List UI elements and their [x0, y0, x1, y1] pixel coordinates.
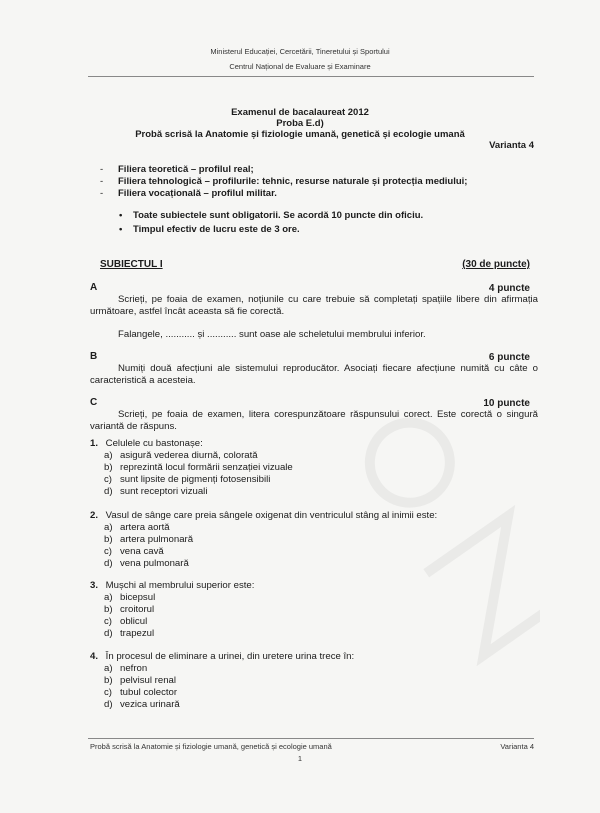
question [90, 438, 203, 449]
answer-option [104, 522, 170, 533]
filiera-text: Filiera teoretică – profilul real; [118, 164, 254, 175]
answer-option [104, 474, 270, 485]
section-c-letter: C [90, 397, 98, 408]
answer-option [104, 675, 176, 686]
filiera-item [100, 164, 254, 175]
section-a-letter: A [90, 282, 98, 293]
option-letter: d) [104, 486, 113, 497]
option-text: asigură vederea diurnă, colorată [120, 450, 258, 461]
answer-option [104, 687, 177, 698]
footer-divider [88, 738, 534, 739]
answer-option [104, 546, 164, 557]
subject-title: SUBIECTUL I [100, 259, 163, 270]
section-a-statement: Falangele, ........... și ........... sunt oase ale scheletului membrului inferior. [118, 329, 426, 340]
rule-item [119, 210, 424, 221]
answer-option [104, 628, 154, 639]
option-text: vezica urinară [120, 699, 180, 710]
section-a-points: 4 puncte [488, 283, 530, 294]
option-text: pelvisul renal [120, 675, 176, 686]
answer-option [104, 462, 293, 473]
page-number: 1 [297, 754, 303, 763]
subject-points: (30 de puncte) [462, 259, 530, 270]
filiera-text: Filiera vocațională – profilul militar. [118, 188, 277, 199]
option-letter: a) [104, 663, 113, 674]
variant-label: Varianta 4 [489, 140, 534, 151]
option-text: tubul colector [120, 687, 178, 698]
option-letter: b) [104, 604, 113, 615]
question [90, 651, 354, 662]
answer-option [104, 592, 155, 603]
center-header: Centrul Național de Evaluare și Examinare [229, 62, 371, 71]
answer-option [104, 450, 258, 461]
option-text: artera pulmonară [120, 534, 194, 545]
exam-proba: Proba E.d) [276, 118, 324, 129]
question-text: Mușchi al membrului superior este: [105, 580, 255, 591]
question-number: 4. [90, 651, 99, 662]
exam-title: Examenul de bacalaureat 2012 [231, 107, 369, 118]
filiera-item [100, 176, 468, 187]
question [90, 580, 254, 591]
option-letter: b) [104, 675, 113, 686]
header-divider [88, 76, 534, 77]
answer-option [104, 486, 207, 497]
section-c-points: 10 puncte [483, 398, 530, 409]
option-letter: d) [104, 628, 113, 639]
section-b-points: 6 puncte [488, 352, 530, 363]
option-text: artera aortă [120, 522, 170, 533]
option-letter: d) [104, 558, 113, 569]
exam-subject: Probă scrisă la Anatomie și fiziologie umană, genetică și ecologie umană [135, 129, 465, 140]
option-letter: c) [104, 546, 112, 557]
option-letter: c) [104, 687, 112, 698]
option-text: oblicul [120, 616, 148, 627]
answer-option [104, 604, 154, 615]
filiera-item [100, 188, 277, 199]
option-letter: c) [104, 616, 112, 627]
bullet-icon: • [119, 210, 123, 221]
option-text: reprezintă locul formării senzației vizuale [120, 462, 293, 473]
answer-option [104, 558, 189, 569]
filiera-text: Filiera tehnologică – profilurile: tehnic, resurse naturale și protecția mediului; [118, 176, 468, 187]
option-text: croitorul [120, 604, 155, 615]
option-text: trapezul [120, 628, 155, 639]
question-text: În procesul de eliminare a urinei, din uretere urina trece în: [105, 651, 355, 662]
section-c-instruction: Scrieți, pe foaia de examen, litera corespunzătoare răspunsului corect. Este corectă o singură variantă de răspuns. [90, 409, 538, 432]
option-text: vena pulmonară [120, 558, 189, 569]
option-text: nefron [120, 663, 148, 674]
section-b-instruction: Numiți două afecțiuni ale sistemului reproducător. Asociați fiecare afecțiune numită cu câte o caracteristică a acesteia. [90, 363, 538, 386]
option-letter: a) [104, 522, 113, 533]
rule-text: Toate subiectele sunt obligatorii. Se acordă 10 puncte din oficiu. [133, 210, 424, 221]
footer-subject: Probă scrisă la Anatomie și fiziologie umană, genetică și ecologie umană [90, 742, 332, 751]
rule-text: Timpul efectiv de lucru este de 3 ore. [133, 224, 300, 235]
answer-option [104, 663, 147, 674]
option-letter: a) [104, 450, 113, 461]
option-text: sunt lipsite de pigmenți fotosensibili [120, 474, 271, 485]
list-dash: - [100, 164, 104, 175]
footer-variant: Varianta 4 [500, 742, 534, 751]
question-text: Celulele cu bastonașe: [105, 438, 203, 449]
option-text: vena cavă [120, 546, 164, 557]
question-number: 3. [90, 580, 99, 591]
section-a-instruction: Scrieți, pe foaia de examen, noțiunile cu care trebuie să completați spațiile libere din afirmația următoare, astfel încât aceasta să fie corectă. [90, 294, 538, 317]
question-number: 2. [90, 510, 99, 521]
option-letter: b) [104, 462, 113, 473]
list-dash: - [100, 176, 104, 187]
watermark-stamp [360, 330, 540, 710]
option-text: bicepsul [120, 592, 156, 603]
answer-option [104, 616, 147, 627]
option-letter: a) [104, 592, 113, 603]
answer-option [104, 699, 180, 710]
bullet-icon: • [119, 224, 123, 235]
question-number: 1. [90, 438, 99, 449]
answer-option [104, 534, 193, 545]
list-dash: - [100, 188, 104, 199]
option-letter: d) [104, 699, 113, 710]
option-letter: c) [104, 474, 112, 485]
section-b-letter: B [90, 351, 98, 362]
option-text: sunt receptori vizuali [120, 486, 208, 497]
ministry-header: Ministerul Educației, Cercetării, Tineretului și Sportului [210, 47, 390, 56]
option-letter: b) [104, 534, 113, 545]
rule-item [119, 224, 300, 235]
question-text: Vasul de sânge care preia sângele oxigenat din ventriculul stâng al inimii este: [105, 510, 438, 521]
